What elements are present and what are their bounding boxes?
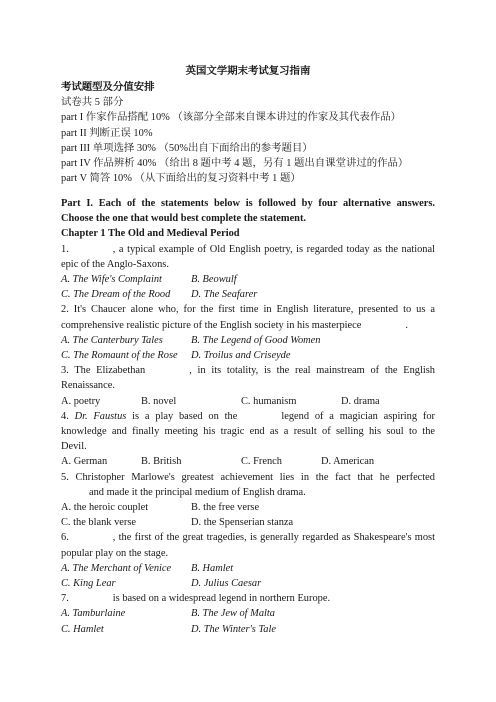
option-c[interactable]: C. Hamlet: [61, 623, 104, 635]
question-5-line2: and made it the principal medium of English drama.: [89, 486, 306, 498]
option-a[interactable]: A. The Canterbury Tales: [61, 334, 163, 346]
option-d[interactable]: D. the Spenserian stanza: [191, 517, 294, 529]
option-b[interactable]: B. the free verse: [191, 502, 260, 514]
option-a[interactable]: A. Tamburlaine: [61, 608, 126, 620]
option-b[interactable]: B. Hamlet: [191, 562, 234, 574]
question-5-options-ab: [61, 500, 435, 515]
question-2-options-cd: [61, 348, 435, 363]
option-a[interactable]: A. The Wife's Complaint: [61, 274, 162, 286]
part-line-2: part II 判断正误 10%: [61, 127, 153, 139]
question-6-line2: popular play on the stage.: [61, 547, 169, 559]
option-b[interactable]: B. The Legend of Good Women: [191, 334, 321, 346]
question-1-line1: 1. , a typical example of Old English poetry, is regarded today as the national: [61, 243, 435, 255]
option-a[interactable]: A. German: [61, 456, 108, 468]
part-line-4: part IV 作品辨析 40% （给出 8 题中考 4 题，另有 1 题出自课堂讲过的作品）: [61, 158, 409, 170]
part1-instruction-line2: Choose the one that would best complete the statement.: [61, 213, 307, 225]
option-d[interactable]: D. Julius Caesar: [191, 578, 262, 590]
question-3-options: [61, 394, 435, 409]
section-heading: 考试题型及分值安排: [61, 82, 155, 93]
question-5-line1: 5. Christopher Marlowe's greatest achievement lies in the fact that he perfected: [61, 471, 435, 483]
option-c[interactable]: C. the blank verse: [61, 517, 137, 529]
question-4-line2: knowledge and finally meeting his tragic end as a result of selling his soul to the: [61, 426, 435, 438]
option-c[interactable]: C. King Lear: [61, 578, 116, 590]
question-6-line1: 6. , the first of the great tragedies, is generally regarded as Shakespeare's most: [61, 532, 435, 544]
question-1-line2: epic of the Anglo-Saxons.: [61, 258, 169, 270]
question-7-options-ab: [61, 606, 435, 621]
exam-structure-section: [61, 80, 435, 186]
option-d[interactable]: D. Troilus and Criseyde: [191, 350, 291, 362]
option-b[interactable]: B. Beowulf: [191, 274, 237, 286]
question-1-options-ab: [61, 272, 435, 287]
option-d[interactable]: D. The Seafarer: [191, 289, 258, 301]
option-d[interactable]: D. The Winter's Tale: [191, 623, 276, 635]
document-title: 英国文学期末考试复习指南: [185, 66, 311, 77]
option-b[interactable]: B. The Jew of Malta: [191, 608, 275, 620]
part-line-3: part III 单项选择 30% （50%出自下面给出的参考题目）: [61, 142, 313, 154]
question-7-line1: 7. is based on a widespread legend in northern Europe.: [61, 593, 331, 605]
intro-line: 试卷共 5 部分: [61, 97, 124, 109]
part-line-5: part V 简答 10% （从下面给出的复习资料中考 1 题）: [61, 173, 301, 185]
question-4-options: [61, 454, 435, 469]
option-c[interactable]: C. humanism: [241, 395, 297, 407]
question-3-line2: Renaissance.: [61, 380, 115, 392]
option-a[interactable]: A. poetry: [61, 395, 101, 407]
option-a[interactable]: A. the heroic couplet: [61, 502, 149, 514]
question-6-options-cd: [61, 576, 435, 591]
part1-instruction-line1: Part I. Each of the statements below is followed by four alternative answers.: [61, 198, 435, 209]
question-6-options-ab: [61, 561, 435, 576]
question-4-line1: 4. Dr. Faustus is a play based on the legend of a magician aspiring for: [61, 410, 435, 422]
question-2-line1: 2. It's Chaucer alone who, for the first time in English literature, presented to us a: [61, 304, 435, 316]
option-d[interactable]: D. American: [321, 456, 375, 468]
questions-section: [61, 196, 435, 637]
option-b[interactable]: B. British: [141, 456, 182, 468]
question-7-options-cd: [61, 622, 435, 637]
question-3-line1: 3. The Elizabethan , in its totality, is the real mainstream of the English: [61, 365, 435, 377]
option-d[interactable]: D. drama: [341, 395, 380, 407]
option-a[interactable]: A. The Merchant of Venice: [61, 562, 172, 574]
question-4-line3: Devil.: [61, 441, 87, 453]
question-5-options-cd: [61, 515, 435, 530]
question-2-options-ab: [61, 333, 435, 348]
option-b[interactable]: B. novel: [141, 395, 177, 407]
chapter-heading: Chapter 1 The Old and Medieval Period: [61, 228, 240, 240]
option-c[interactable]: C. The Dream of the Rood: [61, 289, 171, 301]
option-c[interactable]: C. French: [241, 456, 282, 468]
question-1-options-cd: [61, 287, 435, 302]
question-2-line2: comprehensive realistic picture of the English society in his masterpiece .: [61, 319, 408, 331]
option-c[interactable]: C. The Romaunt of the Rose: [61, 350, 178, 362]
part-line-1: part I 作家作品搭配 10% （该部分全部来自课本讲过的作家及其代表作品）: [61, 112, 401, 124]
